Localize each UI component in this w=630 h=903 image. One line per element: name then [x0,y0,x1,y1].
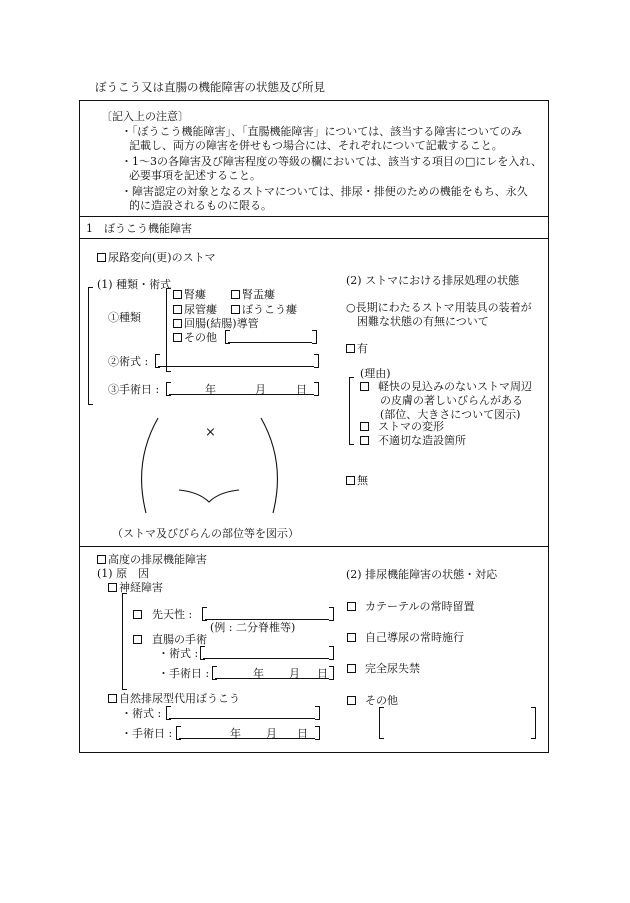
other-note-field[interactable] [383,707,531,737]
congenital-close [329,607,334,621]
rectal-date-day: 日 [317,667,328,680]
date-month: 月 [255,383,266,396]
stoma-state-question-1: ○長期にわたるストマ用装具の装着が [346,301,532,314]
type-option-3: 尿管瘻 [173,303,217,316]
type-title: (1) 種類・術式 [97,278,172,291]
urination-state-title: (2) 排尿機能障害の状態・対応 [346,568,498,581]
note-1a: ・「ぼうこう機能障害」、「直腸機能障害」については、該当する障害についてのみ [121,125,523,138]
notes-heading: 〔記入上の注意〕 [101,110,189,123]
section2-title-row: 高度の排尿機能障害 [97,553,207,566]
diagram-caption: （ストマ及びびらんの部位等を図示） [112,527,299,540]
rectal-date-label: ・手術日 : [158,667,210,680]
section1-title: 1 ぼうこう機能障害 [86,222,192,235]
rectal-date-month: 月 [289,667,300,680]
natural-date-label: ・手術日 : [121,727,173,740]
reason-1b: の皮膚の著しいびらんがある [380,394,523,407]
note-2a: ・1～3の各障害及び障害程度の等級の欄においては、該当する項目の□にレを入れ、 [121,155,543,168]
rectal-option: 直腸の手術 [133,633,207,646]
natural-date-year: 年 [230,727,241,740]
type-option-4: ぼうこう瘻 [231,303,297,316]
date-day: 日 [296,383,307,396]
type-option-6: その他 [173,331,217,344]
cause-title: (1) 原 因 [97,567,150,580]
option-incontinence: 完全尿失禁 [347,662,420,675]
date-year: 年 [205,383,216,396]
stoma-state-question-2: 困難な状態の有無について [357,315,489,328]
reason-label: (理由) [360,367,391,380]
no-checkbox[interactable] [346,476,355,485]
other-checkbox[interactable] [347,696,356,705]
rectal-date-field[interactable] [215,666,329,679]
natural-checkbox[interactable] [108,694,117,703]
self-catheter-checkbox[interactable] [347,633,356,642]
incontinence-checkbox[interactable] [347,664,356,673]
reason-checkbox-2[interactable] [360,422,369,431]
reason-checkbox-1[interactable] [360,382,369,391]
note-1b: 記載し、両方の障害を併せもつ場合には、それぞれについて記載すること。 [129,139,503,152]
reason-1c: (部位、大きさについて図示) [380,408,521,421]
catheter-checkbox[interactable] [347,602,356,611]
congenital-checkbox[interactable] [133,610,142,619]
reason-1a: 軽快の見込みのないストマ周辺 [360,380,532,393]
reason-bracket [349,377,354,445]
rectal-checkbox[interactable] [133,635,142,644]
rectal-date-year: 年 [253,667,264,680]
no-option: 無 [346,474,368,487]
note-3b: 的に造設されるものに限る。 [129,199,272,212]
natural-surgery-close [315,706,320,720]
neuro-bracket [122,593,127,690]
other-note-close [531,707,536,739]
reason-2: ストマの変形 [360,420,444,433]
natural-option: 自然排尿型代用ぼうこう [108,692,240,705]
yes-option: 有 [346,342,368,355]
type-option-5: 回腸(結腸)導管 [173,317,259,330]
section2-checkbox[interactable] [97,555,106,564]
reason-3: 不適切な造設箇所 [360,434,466,447]
congenital-field[interactable] [205,607,329,620]
rectal-date-close [329,666,334,680]
date-label: ③手術日 : [108,383,160,396]
natural-date-month: 月 [266,727,277,740]
surgery-label: ②術式 : [108,355,149,368]
stoma-state-title: (2) ストマにおける排尿処理の状態 [346,274,520,287]
natural-date-close [315,726,320,740]
rectal-surgery-field[interactable] [203,646,329,659]
reason-checkbox-3[interactable] [360,436,369,445]
natural-date-day: 日 [297,727,308,740]
type-label: ①種類 [108,311,141,324]
option-other: その他 [347,694,398,707]
option-catheter: カテーテルの常時留置 [347,600,474,613]
option-self-catheter: 自己導尿の常時施行 [347,631,464,644]
rectal-surgery-label: ・術式 : [158,647,199,660]
navel-mark: × [205,425,216,440]
natural-date-field[interactable] [179,726,315,739]
natural-surgery-label: ・術式 : [121,707,162,720]
yes-checkbox[interactable] [346,344,355,353]
note-3a: ・障害認定の対象となるストマについては、排尿・排便のための機能をもち、永久 [121,185,528,198]
page-title: ぼうこう又は直腸の機能障害の状態及び所見 [95,80,325,94]
neuro-option: 神経障害 [108,581,163,594]
note-2b: 必要事項を記述すること。 [129,169,261,182]
natural-surgery-field[interactable] [169,706,315,719]
neuro-checkbox[interactable] [108,583,117,592]
type-option-1: 腎瘻 [173,288,206,301]
stoma-title: 尿路変向(更)のストマ [108,251,216,264]
rectal-surgery-close [329,646,334,660]
congenital-example: (例 : 二分脊椎等) [210,621,296,634]
type-option-2: 腎盂瘻 [231,288,275,301]
congenital-option: 先天性 : [133,608,192,621]
